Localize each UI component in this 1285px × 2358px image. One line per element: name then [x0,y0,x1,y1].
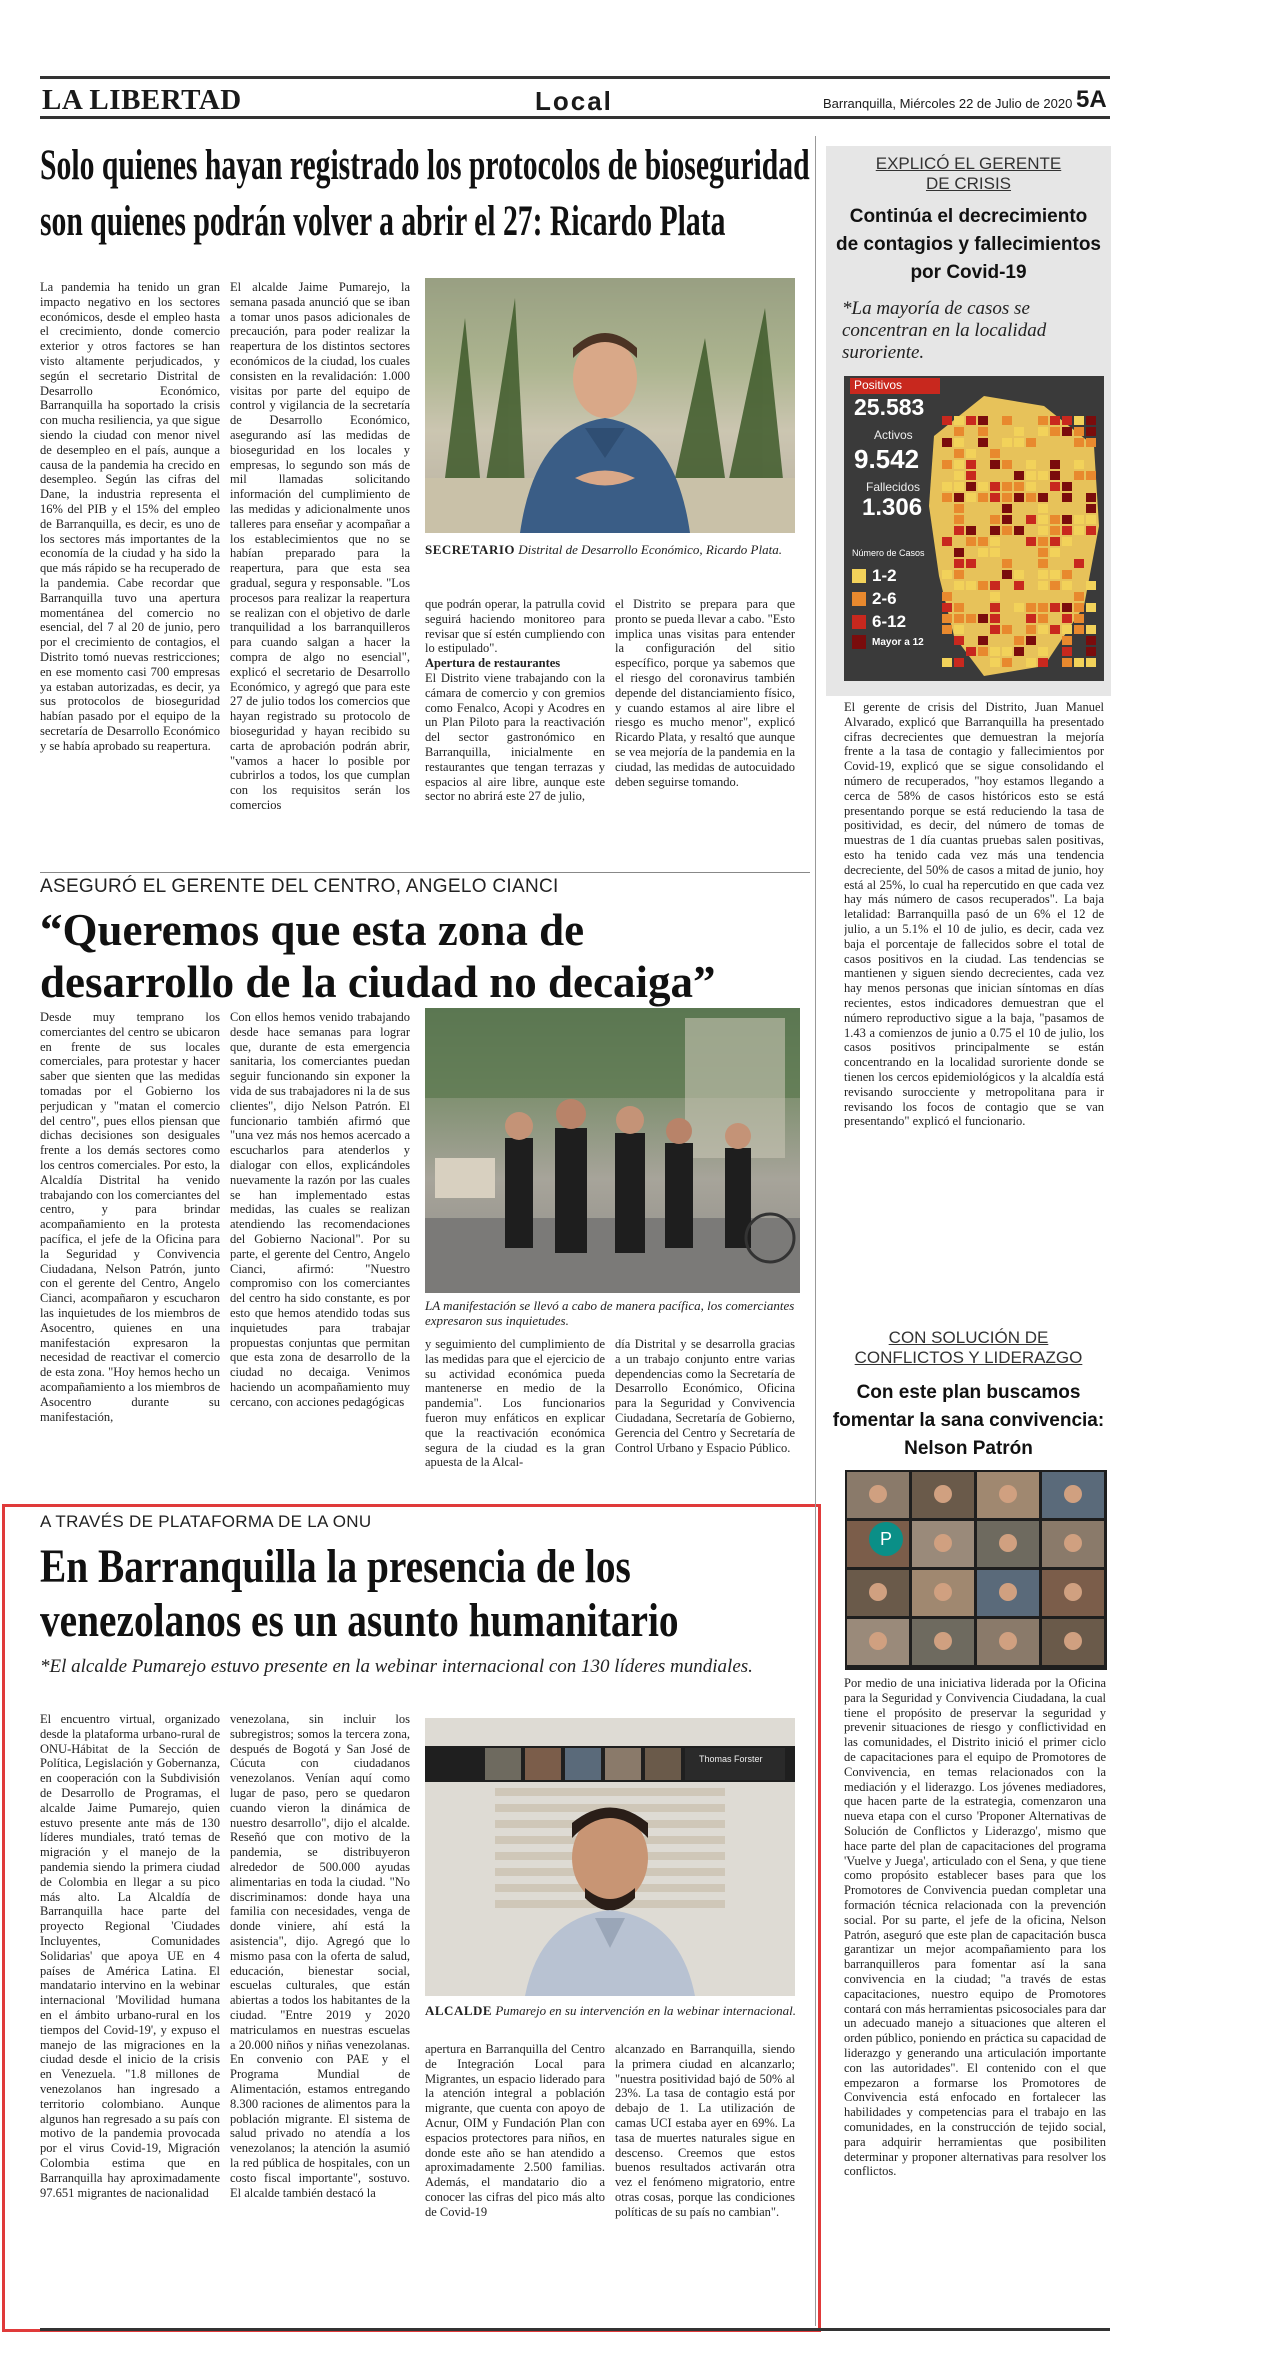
participant-face [999,1485,1017,1503]
map-block [1050,471,1060,480]
article2-photo [425,1008,800,1293]
map-block [954,636,964,645]
legend-label: 1-2 [872,566,897,585]
map-block [990,658,1000,667]
map-block [978,647,988,656]
map-block [954,548,964,557]
article1-col1: La pandemia ha tenido un gran impacto negativo en los sectores económicos, desde el empleo hasta el crecimiento, donde comercio exterior y otros factores se han visto altamente perjudicados, y según el secretario Distrital de Desarrollo Económico, Barranquilla ha soportado la crisis con mucha resiliencia, ya que sigue siendo la ciudad con menor nivel de desempleo en el país, aunque a causa de la pandemia ha crecido en desempleo. Según las cifras del Dane, la industria representa el 16% del PIB y el 15% del empleo de Barranquilla, es decir, es uno de los sectores más importantes de la economía de la ciudad y ha sido la que más rápido se ha recuperado de la pandemia. Cabe recordar que Barranquilla tuvo una apertura momentánea del comercio no esencial, del 7 al 20 de junio, pero por el crecimiento de contagios, el Distrito tomó nuevas restricciones; en ese momento casi 700 empresas ya estaban autorizadas, es decir, ya sus protocolos de bioseguridad habían pasado por el equipo de la secretaría de Desarrollo Económico y se había aprobado su reapertura. [40,280,220,753]
map-block [990,493,1000,502]
map-block [978,537,988,546]
map-block [1050,526,1060,535]
map-block [1002,482,1012,491]
map-block [990,625,1000,634]
map-block [942,592,952,601]
map-block [1050,603,1060,612]
map-block [1050,537,1060,546]
map-block [1074,515,1084,524]
map-block [1062,581,1072,590]
map-block [1074,526,1084,535]
article3-col3: apertura en Barranquilla del Centro de Integración Local para Migrantes, un espacio liderado para la atención integral a población migrante, que cuenta con apoyo de Acnur, OIM y Fundación Plan con espacios protectores para niños, en donde este año se han atendido a aproximadamente 2.500 familias. Además, el mandatario dio a conocer las cifras del pico más alto de Covid-19 [425,2042,605,2219]
map-block [1062,636,1072,645]
map-block [954,438,964,447]
map-block [1038,614,1048,623]
article1-divider [40,872,810,873]
fallecidos-label: Fallecidos [866,480,921,494]
map-block [954,625,964,634]
map-block [1062,537,1072,546]
sidebar1-body: El gerente de crisis del Distrito, Juan Manuel Alvarado, explicó que Barranquilla ha presentado cifras decrecientes que demuestran la mejoría frente a la tasa de contagio y fallecimientos por Covid-19, explicó que se sigue consolidando el número de recuperados, "hoy estamos llegando a cerca de 58% de casos históricos esto se está presentando porque se está reduciendo la tasa de positividad, es decir, del número de tomas de muestras de 1 día cuantas pruebas salen positivas, esto ha tenido cada vez más una tendencia decreciente, del 50% de casos a mitad de junio, hoy está al 25%, lo cual ha repercutido en que cada vez hay más número de casos recuperados". La baja letalidad: Barranquilla pasó de un 6% el 12 de julio, a un 5.1% el 10 de julio, es decir, cada vez baja el porcentaje de fallecidos sobre el total de casos positivos en la ciudad. Las tendencias se mantienen y siguen siendo decrecientes, cada vez hay menos personas que inician síntomas en días recientes, estos indicadores demuestran que el número reproductivo sigue a la baja, "pasamos de 1.43 a comienzos de junio a 0.75 el 10 de julio, los casos positivos principalmente se están concentrando en la localidad suroriente donde se tienen los cercos epidemiológicos y la alcaldía está revisando surocciente y metropolitana para ir revisando los focos de contagio que se van presentando" explicó el funcionario. [844,700,1104,1129]
article2-headline [40,904,810,1009]
map-block [966,416,976,425]
map-block [1038,515,1048,524]
map-block [966,493,976,502]
map-block [978,614,988,623]
map-block [990,614,1000,623]
map-block [1062,427,1072,436]
section-name: Local [535,86,613,116]
paper-name: LA LIBERTAD [42,84,242,116]
map-block [954,504,964,513]
map-legend [852,566,942,652]
map-block [1086,493,1096,502]
legend-label: 2-6 [872,589,897,608]
map-block [1002,460,1012,469]
map-block [1086,416,1096,425]
map-block [954,559,964,568]
map-block [954,581,964,590]
map-block [966,460,976,469]
positivos-value: 25.583 [854,394,925,420]
map-block [1074,603,1084,612]
map-block [1014,493,1024,502]
map-block [966,614,976,623]
article1-col3-text: que podrán operar, la patrulla covid seguirá haciendo monitoreo para revisar que sí estén cumpliendo con lo estipulado". [425,597,605,656]
map-block [1038,581,1048,590]
participant-face [999,1632,1017,1650]
article1-caption [425,542,795,557]
map-block [978,548,988,557]
map-block [942,625,952,634]
map-block [1002,559,1012,568]
legend-label: 6-12 [872,612,907,631]
map-block [942,416,952,425]
map-block [1062,647,1072,656]
map-block [1026,636,1036,645]
map-block [990,537,1000,546]
article3-photo [425,1718,795,1996]
article1-col3 [425,597,605,877]
map-block [1038,471,1048,480]
participant-face [934,1534,952,1552]
map-block [966,647,976,656]
secretary-figure [425,278,795,533]
map-block [954,570,964,579]
legend-item [852,612,942,632]
top-rule [40,76,1110,79]
video-participant-label: Thomas Forster [699,1754,763,1764]
map-block [1026,658,1036,667]
map-block [1014,438,1024,447]
map-block [1038,526,1048,535]
sidebar2-kicker-line2: CONFLICTOS Y LIDERAZGO [854,1348,1083,1367]
map-block [1086,636,1096,645]
map-block [978,482,988,491]
map-block [1062,493,1072,502]
map-block [1050,625,1060,634]
map-block [954,482,964,491]
map-block [1050,482,1060,491]
sidebar1-headline-line2: de contagios y fallecimientos [835,234,1102,255]
legend-item [852,566,942,586]
article1-headline-line1: Solo quienes hayan registrado los protocolos de bioseguridad [40,142,810,189]
map-block [1038,548,1048,557]
map-block [990,515,1000,524]
legend-swatch [852,635,866,649]
article2-col2: Con ellos hemos venido trabajando desde hace semanas para lograr que, durante de esta emergencia sanitaria, los comerciantes puedan seguir funcionando sin exponer la vida de sus trabajadores ni la de sus clientes", dijo Nelson Patrón. El funcionario también afirmó que "una vez más nos hemos acercado a escucharlos para atenderlos y dialogar con ellos, explicándoles nuevamente la razón por las cuales se han implementado estas medidas, las cuales se realizan atendiendo las recomendaciones del Gobierno Nacional". Por su parte, el gerente del Centro, Angelo Cianci, afirmó: "Nuestro compromiso con los comerciantes del centro ha sido constante, es por esto que hemos atendido todas sus inquietudes para trabajar propuestas conjuntas que permitan que esta zona de desarrollo de la ciudad no decaiga. Venimos haciendo un acompañamiento muy cercano, con acciones pedagógicas [230,1010,410,1409]
participant-face [869,1583,887,1601]
map-block [1086,581,1096,590]
map-block [1002,647,1012,656]
article1-headline-line2: son quienes podrán volver a abrir el 27: Ricardo Plata [40,198,726,245]
article1-col4: el Distrito se prepara para que pronto se pueda llevar a cabo. "Esto implica unas visitas para entender la configuración del sitio específico, porque ya sabemos que el riesgo del coronavirus también depende del distanciamiento físico, y cuando estamos al aire libre el riesgo es mucho menor", explicó Ricardo Plata, y resaltó que aunque se vea mejoría de la pandemia en la ciudad, las medidas de autocuidado deben seguirse tomando. [615,597,795,789]
covid-map [844,376,1104,681]
map-block [1074,416,1084,425]
map-block [954,658,964,667]
map-block [1002,504,1012,513]
map-block [966,559,976,568]
article2-col4: día Distrital y se desarrolla gracias a un trabajo conjunto entre varias dependencias como la Secretaría de Desarrollo Económico, Oficina para la Seguridad y Convivencia Ciudadana, Secretaría de Gobierno, Gerencia del Centro y Secretaría de Control Urbano y Espacio Público. [615,1337,795,1455]
map-block [1062,614,1072,623]
map-block [942,482,952,491]
map-block [942,603,952,612]
map-block [966,449,976,458]
map-block [1074,658,1084,667]
article1-col3-subhead: Apertura de restaurantes [425,656,561,671]
legend-item [852,635,942,649]
map-block [1014,570,1024,579]
article2-col1: Desde muy temprano los comerciantes del centro se ubicaron en frente de sus locales comerciales, para protestar y hacer saber que sienten que las medidas tomadas por el Gobierno los perjudican y "matan el comercio del centro", pues ellos piensan que dichas decisiones son desiguales frente a los demás sectores como los centros comerciales. Por esto, la Alcaldía Distrital ha venido trabajando con los comerciantes del centro, y para brindar acompañamiento en la protesta pacífica, el jefe de la Oficina para la Seguridad y Convivencia Ciudadana, Nelson Patrón, junto con el gerente del Centro, Angelo Cianci, acompañaron y escucharon las inquietudes de los miembros de Asocentro, quienes en una manifestación expresaron la necesidad de reactivar el comercio de esta zona. "Hoy hemos hecho un acompañamiento a los miembros de Asocentro durante su manifestación, [40,1010,220,1424]
map-block [1050,416,1060,425]
map-block [990,592,1000,601]
map-block [954,449,964,458]
participant-face [1064,1583,1082,1601]
map-block [1038,603,1048,612]
map-block [942,460,952,469]
legend-title: Número de Casos [852,548,925,558]
participant-face [999,1583,1017,1601]
map-block [1038,559,1048,568]
article3-caption-label: ALCALDE [425,2003,493,2018]
map-block [1038,427,1048,436]
article3-caption [425,2003,800,2018]
map-block [1086,504,1096,513]
article2-headline-line2: desarrollo de la ciudad no decaiga” [40,957,716,1007]
map-block [1062,515,1072,524]
article3-col4: alcanzado en Barranquilla, siendo la primera ciudad en alcanzarlo; "nuestra positividad bajó de 50% al 23%. La tasa de contagio está por debajo de 1. La utilización de camas UCI estaba ayer en 69%. La tasa de muertes naturales sigue en descenso. Creemos que estos buenos resultados activarán otra vez el fenómeno migratorio, entre otras cosas, porque las condiciones políticas de su país no cambian". [615,2042,795,2219]
article1-col2: El alcalde Jaime Pumarejo, la semana pasada anunció que se iban a tomar unos pasos adicionales de precaución, para poder realizar la reapertura de los distintos sectores económicos de la ciudad, los cuales consisten en la revalidación: 1.000 visitas por parte del equipo de control y vigilancia de la secretaría de Desarrollo Económico, asegurando así las medidas de bioseguridad en los locales y empresas, lo segundo son más de mil llamadas solicitando información del cumplimiento de las medidas y adicionalmente unos talleres para enseñar y acompañar a los establecimientos que no se habían preparado para la reapertura, para que esta sea gradual, segura y responsable. "Los procesos para realizar la reapertura se realizan con el objetivo de darle tranquilidad a los barranquilleros para cuando salgan a hacer la compra de algo no esencial", explicó el secretario de Desarrollo Económico, y agregó que para este 27 de julio todos los comercios que hayan registrado su protocolo de bioseguridad y hayan recibido su carta de aprobación podrán abrir, "vamos a hacer lo posible por cubrirlos a todos, los que cumplan con los requisitos serán los comercios [230,280,410,812]
dateline: Barranquilla, Miércoles 22 de Julio de 2020 [823,96,1073,111]
map-block [978,416,988,425]
article1-caption-label: SECRETARIO [425,542,516,557]
map-block [1002,416,1012,425]
map-block [1086,526,1096,535]
sidebar2-headline-line2: fomentar la sana convivencia: [832,1410,1105,1431]
map-block [1026,493,1036,502]
map-block [1050,460,1060,469]
article3-caption-text: Pumarejo en su intervención en la webinar internacional. [495,2003,796,2018]
participant-face [999,1534,1017,1552]
map-block [954,515,964,524]
map-block [942,537,952,546]
map-block [1026,471,1036,480]
sidebar2-headline-line1: Con este plan buscamos [856,1382,1081,1403]
participant-face [934,1632,952,1650]
map-block [1062,416,1072,425]
map-block [1014,636,1024,645]
map-block [1002,570,1012,579]
sidebar1-kicker-line2: DE CRISIS [925,174,1012,193]
participant-face [934,1485,952,1503]
map-block [1026,438,1036,447]
map-block [1086,438,1096,447]
map-block [1086,603,1096,612]
sidebar1-quote: *La mayoría de casos se concentran en la localidad suroriente. [842,298,1047,363]
map-block [1050,570,1060,579]
map-block [954,614,964,623]
video-call-tiles [845,1470,1107,1670]
map-block [966,482,976,491]
map-block [954,460,964,469]
sidebar1-headline-line1: Continúa el decrecimiento [849,206,1088,227]
participant-face [869,1485,887,1503]
map-block [1014,427,1024,436]
map-block [1062,658,1072,667]
column-divider [815,136,816,2326]
article3-col2: venezolana, sin incluir los subregistros; somos la tercera zona, después de Bogotá y San José de Cúcuta con ciudadanos venezolanos. Venían aquí como lugar de paso, pero se quedaron cuando vieron la dinámica de nuestro desarrollo", dijo el alcalde. Reseñó que con motivo de la pandemia, se distribuyeron alrededor de 500.000 ayudas alimentarias en toda la ciudad. "No discriminamos: donde haya una familia con necesidades, venga de donde viniere, ahí está la asistencia", dijo. Agregó que lo mismo pasa con la oferta de salud, educación, bienestar social, escuelas culturales, que están abiertas a todos los habitantes de la ciudad. "Entre 2019 y 2020 matriculamos en nuestras escuelas a 20.000 niños y niñas venezolanas. En convenio con PAE y el Programa Mundial de Alimentación, estamos entregando 8.300 raciones de alimentos para la población migrante. El sistema de salud privado no atendía a los venezolanos; la atención la asumió la red pública de hospitales, con un costo fiscal importante", sostuvo. El alcalde también destacó la [230,1712,410,2200]
participant-face [1064,1485,1082,1503]
map-block [1014,526,1024,535]
article2-col3: y seguimiento del cumplimiento de las medidas para que el ejercicio de su actividad económica pueda mantenerse en medio de la pandemia". Los funcionarios fueron muy enfáticos en explicar que la reactivación económica segura de la ciudad es la gran apuesta de la Alcal- [425,1337,605,1470]
article1-photo [425,278,795,533]
map-block [1062,526,1072,535]
sidebar2-body: Por medio de una iniciativa liderada por la Oficina para la Seguridad y Convivencia Ciudadana, la cual tiene el propósito de preservar la seguridad y prevenir situaciones de riesgo y conflictividad en las comunidades, el Distrito inició el primer ciclo de capacitaciones para el equipo de Promotores de Convivencia, en temas relacionados con la mediación y el liderazgo. Los jóvenes mediadores, que hacen parte de la estrategia, comenzaron una nueva etapa con el curso 'Proponer Alternativas de Solución de Conflictos y Liderazgo', mismo que hace parte del plan de capacitaciones del programa 'Vuelve y Juega', articulado con el Sena, y que tiene como propósito establecer bases para que los Promotores de Convivencia puedan completar una formación técnica relacionada con la prevención social. Por su parte, el jefe de la oficina, Nelson Patrón, aseguró que este plan de capacitación busca garantizar un mejor acompañamiento para los barranquilleros para fomentar así la sana convivencia en la ciudad; "a través de estas capacitaciones, nuestro equipo de Promotores contará con más herramientas psicosociales para dar un adecuado manejo a situaciones que alteren el orden público, poniendo en práctica su capacidad de liderazgo y generando una articulación importante con las autoridades". El contenido con el que empezaron a formarse los Promotores de Convivencia está enfocado en fortalecer las habilidades y competencias para el trabajo en las comunidades, en la construcción de tejido social, para adquirir herramientas que posibiliten determinar y proponer alternativas para resolver los conflictos. [844,1676,1106,2179]
map-block [1062,482,1072,491]
map-block [954,603,964,612]
map-block [1038,658,1048,667]
map-block [990,482,1000,491]
map-block [1002,493,1012,502]
bottom-rule [40,2328,1110,2331]
map-block [1014,482,1024,491]
map-block [1074,614,1084,623]
map-block [990,526,1000,535]
map-block [978,581,988,590]
map-block [1038,493,1048,502]
map-block [966,526,976,535]
map-block [1014,647,1024,656]
map-block [942,658,952,667]
map-block [942,438,952,447]
map-block [954,526,964,535]
map-block [1026,515,1036,524]
participant-face [1064,1534,1082,1552]
participant-face [934,1583,952,1601]
sidebar2-headline-line3: Nelson Patrón [904,1438,1033,1459]
map-block [1074,427,1084,436]
legend-swatch [852,569,866,583]
covid-sidebar [826,146,1111,696]
map-block [942,570,952,579]
map-block [1026,482,1036,491]
article3-headline-line2: venezolanos es un asunto humanitario [40,1594,679,1647]
participant-face [1064,1632,1082,1650]
map-block [1050,515,1060,524]
map-block [1014,471,1024,480]
activos-label: Activos [874,428,913,442]
sidebar1-headline-line3: por Covid-19 [910,262,1027,283]
map-block [966,581,976,590]
map-block [1026,537,1036,546]
map-block [954,416,964,425]
map-block [954,427,964,436]
article1-headline [40,138,810,268]
protest-crowd [425,1008,800,1293]
map-block [978,438,988,447]
article1-col3b-text: El Distrito viene trabajando con la cámara de comercio y con gremios como Fenalco, Acopi y Acodres en un Plan Piloto para la reactivación del sector gastronómico en Barranquilla, inicialmente en restaurantes que tengan terrazas y espacios al aire libre, aunque este sector no abrirá este 27 de julio, [425,670,605,804]
page-number: 5A [1076,86,1107,113]
map-block [954,471,964,480]
map-block [1086,515,1096,524]
participant-avatar: P [869,1522,903,1556]
article2-kicker: ASEGURÓ EL GERENTE DEL CENTRO, ANGELO CIANCI [40,876,559,897]
map-block [1086,658,1096,667]
video-call-grid [845,1470,1107,1670]
map-block [966,537,976,546]
map-block [942,493,952,502]
map-block [990,460,1000,469]
map-block [1014,581,1024,590]
map-block [1086,427,1096,436]
article3-col1: El encuentro virtual, organizado desde la plataforma urbano-rural de ONU-Hábitat de la Sección de Política, Legislación y Gobernanza, en cooperación con la Subdivisión de Desarrollo de Programas, el alcalde Jaime Pumarejo, quien estuvo presente ante más de 130 líderes mundiales, trató temas de migración y el manejo de la pandemia siendo la primera ciudad de Colombia en llegar a su pico más alto. La Alcaldía de Barranquilla hace parte del proyecto Regional 'Ciudades Incluyentes, Comunidades Solidarias' que apoya UE en 4 países de América Latina. El mandatario intervino en la webinar internacional 'Movilidad humana en el ámbito urbano-rural en los tiempos del Covid-19', y expuso el manejo de las migraciones en la ciudad desde el inicio de la crisis en Venezuela. "1.8 millones de venezolanos han ingresado a territorio colombiano. Aunque algunos han regresado a su país con motivo de la pandemia provocada por el virus Covid-19, Migración Colombia estima que en Barranquilla hay aproximadamente 97.651 migrantes de nacionalidad [40,1712,220,2200]
map-block [1026,603,1036,612]
map-block [978,636,988,645]
participant-face [869,1632,887,1650]
activos-value: 9.542 [854,444,920,474]
map-block [990,581,1000,590]
map-block [1002,625,1012,634]
map-block [990,449,1000,458]
legend-label: Mayor a 12 [872,636,924,648]
map-block [978,427,988,436]
map-block [1026,460,1036,469]
sidebar1-kicker-line1: EXPLICÓ EL GERENTE [875,154,1062,173]
map-block [1086,471,1096,480]
map-block [1002,515,1012,524]
map-block [1038,504,1048,513]
map-block [1062,570,1072,579]
map-block [1038,570,1048,579]
article3-headline [40,1540,810,1652]
map-block [1014,603,1024,612]
map-block [1074,592,1084,601]
article1-caption-text: Distrital de Desarrollo Económico, Ricardo Plata. [518,542,782,557]
map-block [1086,647,1096,656]
article3-headline-line1: En Barranquilla la presencia de los [40,1540,631,1593]
map-block [1062,625,1072,634]
map-block [1026,625,1036,634]
map-block [1086,625,1096,634]
map-block [1074,625,1084,634]
article3-deck: *El alcalde Pumarejo estuvo presente en la webinar internacional con 130 líderes mundiales. [40,1656,753,1677]
masthead-bottom-rule [40,116,1110,119]
map-block [1050,581,1060,590]
article2-headline-line1: “Queremos que esta zona de [40,905,585,955]
article2-caption: LA manifestación se llevó a cabo de manera pacífica, los comerciantes expresaron sus inquietudes. [425,1298,795,1328]
map-block [954,493,964,502]
map-block [1074,460,1084,469]
map-block [942,614,952,623]
map-block [1050,427,1060,436]
article3-kicker: A TRAVÉS DE PLATAFORMA DE LA ONU [40,1512,372,1531]
map-block [990,647,1000,656]
map-block [1062,603,1072,612]
map-block [1038,416,1048,425]
map-block [1038,647,1048,656]
map-block [1074,438,1084,447]
map-block [1074,559,1084,568]
map-block [1038,625,1048,634]
map-block [978,493,988,502]
map-block [990,603,1000,612]
map-block [966,471,976,480]
map-block [1074,471,1084,480]
map-block [1002,526,1012,535]
map-block [1026,614,1036,623]
map-block [990,548,1000,557]
map-block [1002,658,1012,667]
positivos-label: Positivos [854,378,903,392]
sidebar2-kicker-line1: CON SOLUCIÓN DE [888,1328,1049,1347]
fallecidos-value: 1.306 [862,494,923,521]
map-block [1002,438,1012,447]
map-block [1038,537,1048,546]
legend-item [852,589,942,609]
legend-swatch [852,615,866,629]
map-block [1050,548,1060,557]
legend-swatch [852,592,866,606]
